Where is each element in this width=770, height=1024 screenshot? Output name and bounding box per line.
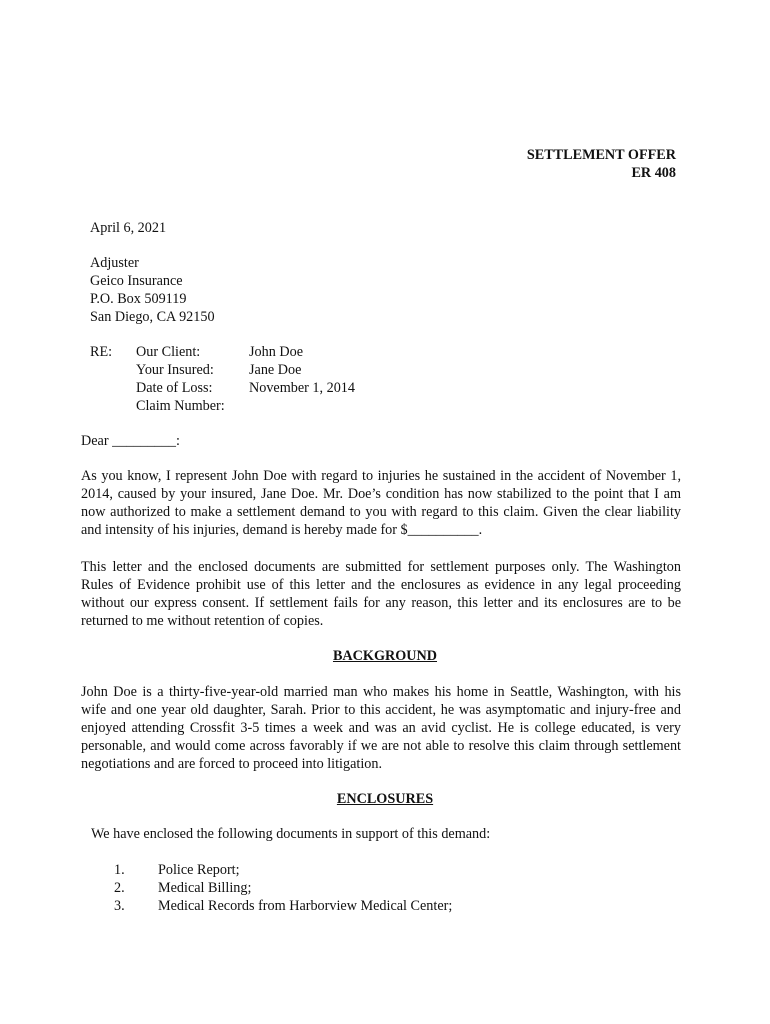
list-item-number: 2. [114,880,125,896]
letter-date: April 6, 2021 [90,220,167,236]
list-item-number: 1. [114,862,125,878]
list-item-text: Medical Billing; [158,880,252,896]
enclosures-list [90,861,650,915]
re-key: Your Insured: [136,362,214,378]
recipient-city: San Diego, CA 92150 [90,309,215,325]
re-value: John Doe [249,344,303,360]
list-item-text: Police Report; [158,862,240,878]
header-rule-reference: ER 408 [631,165,676,181]
re-row-client [136,343,436,361]
recipient-company: Geico Insurance [90,273,183,289]
background-heading: BACKGROUND [332,648,438,664]
re-key: Date of Loss: [136,380,213,396]
list-item [90,897,650,915]
re-row-insured [136,361,436,379]
header-title: SETTLEMENT OFFER [526,147,676,163]
list-item-number: 3. [114,898,125,914]
intro-paragraph: As you know, I represent John Doe with regard to injuries he sustained in the accident of November 1, 2014, caused by your insured, Jane Doe. Mr. Doe’s condition has now stabilized to the point that I am now authorized to make a settlement demand to you with regard to this claim. Given the clear liability and intensity of his injuries, demand is hereby made for $__________. [81,468,681,538]
letter-header [527,146,676,182]
re-row-date-of-loss [136,379,436,397]
enclosures-intro: We have enclosed the following documents in support of this demand: [91,826,491,842]
list-item [90,861,650,879]
re-key: Our Client: [136,344,201,360]
recipient-title: Adjuster [90,255,139,271]
re-key: Claim Number: [136,398,225,414]
purpose-paragraph: This letter and the enclosed documents are submitted for settlement purposes only. The Washington Rules of Evidence prohibit use of this letter and the enclosures as evidence in any legal proceeding without our express consent. If settlement fails for any reason, this letter and its enclosures are to be returned to me without retention of copies. [81,559,681,629]
salutation: Dear _________: [81,433,180,449]
re-value: Jane Doe [249,362,302,378]
background-paragraph: John Doe is a thirty-five-year-old married man who makes his home in Seattle, Washington, with his wife and one year old daughter, Sarah. Prior to this accident, he was asymptomatic and injury-free and enjoyed attending Crossfit 3-5 times a week and was an avid cyclist. He is college educated, is very personable, and would come across favorably if we are not able to resolve this claim through settlement negotiations and are forced to proceed into litigation. [81,684,681,772]
re-row-claim-number [136,397,436,415]
list-item [90,879,650,897]
re-value: November 1, 2014 [249,380,355,396]
recipient-po-box: P.O. Box 509119 [90,291,187,307]
enclosures-heading: ENCLOSURES [336,791,434,807]
list-item-text: Medical Records from Harborview Medical Center; [158,898,453,914]
re-label: RE: [90,344,113,360]
recipient-address [90,254,215,326]
